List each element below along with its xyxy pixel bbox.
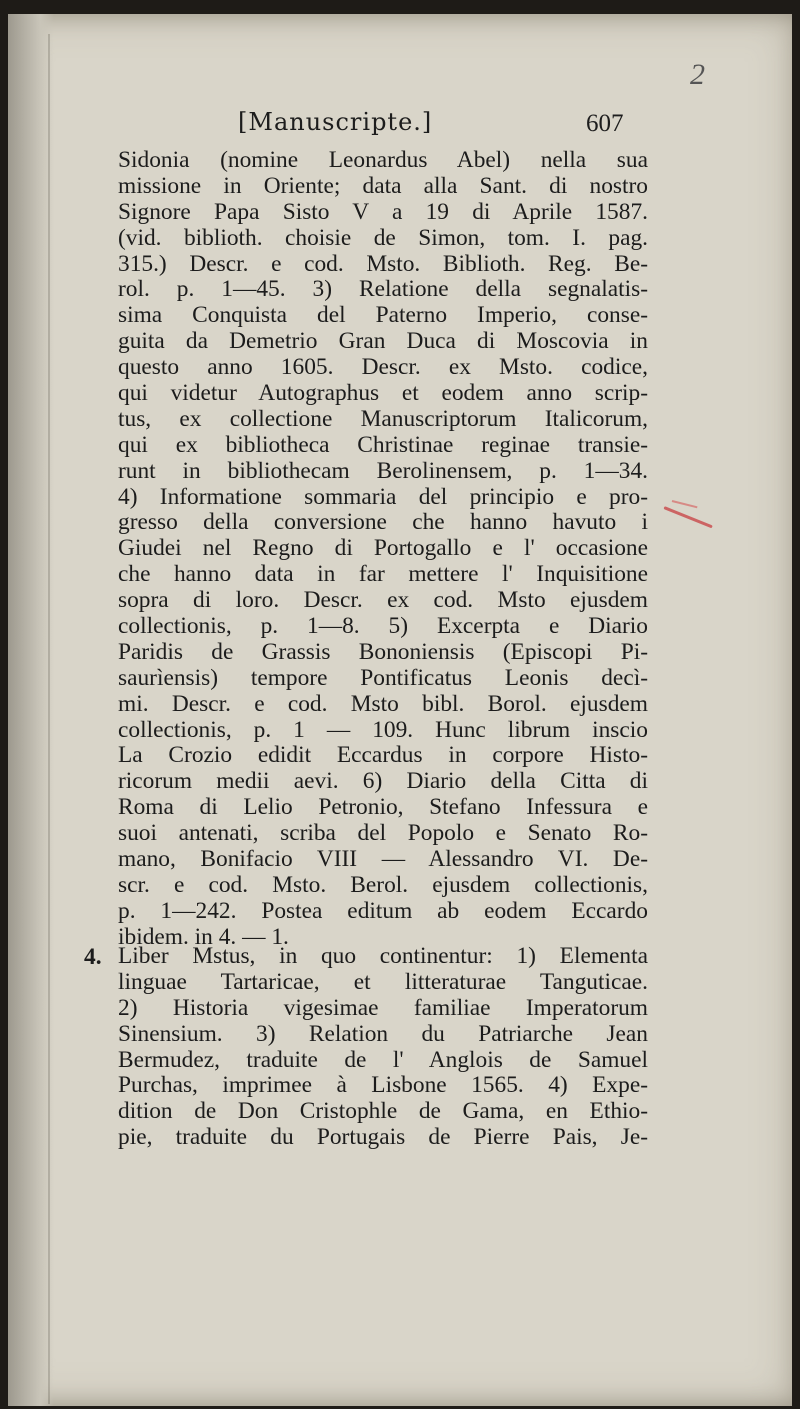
text-line: Signore Papa Sisto V a 19 di Aprile 1587.: [118, 198, 648, 225]
text-line: collectionis, p. 1—8. 5) Excerpta e Diario: [118, 613, 648, 640]
text-line: scr. e cod. Msto. Berol. ejusdem collectionis,: [118, 871, 648, 898]
text-line: linguae Tartaricae, et litteraturae Tanguticae.: [118, 968, 648, 995]
text-line: mano, Bonifacio VIII — Alessandro VI. De-: [118, 846, 648, 873]
item-4-text: [118, 944, 648, 1151]
text-line: Paridis de Grassis Bononiensis (Episcopi Pi-: [118, 638, 648, 665]
text-line: sopra di loro. Descr. ex cod. Msto ejusdem: [118, 587, 648, 614]
text-line: sima Conquista del Paterno Imperio, conse-: [118, 302, 648, 329]
text-line: dition de Don Cristophle de Gama, en Ethio-: [118, 1098, 648, 1125]
text-line: qui videtur Autographus et eodem anno scrip-: [118, 380, 648, 407]
text-line: saurìensis) tempore Pontificatus Leonis decì-: [118, 664, 648, 691]
text-line: collectionis, p. 1 — 109. Hunc librum inscio: [118, 716, 648, 743]
text-line: Liber Mstus, in quo continentur: 1) Elementa: [118, 943, 648, 969]
text-line: guita da Demetrio Gran Duca di Moscovia in: [118, 328, 648, 355]
text-line: 315.) Descr. e cod. Msto. Biblioth. Reg. Be-: [118, 250, 648, 277]
text-line: ricorum medii aevi. 6) Diario della Citta di: [118, 768, 648, 795]
text-line: ibidem. in 4. — 1.: [118, 923, 289, 950]
page-number: 607: [586, 110, 624, 137]
text-line: 4) Informatione sommaria del principio e pro-: [118, 483, 648, 510]
text-line: Roma di Lelio Petronio, Stefano Infessura e: [118, 794, 648, 821]
text-line: rol. p. 1—45. 3) Relatione della segnalatis-: [118, 276, 648, 303]
pencil-folio-mark: 2: [690, 58, 705, 91]
text-line: pie, traduite du Portugais de Pierre Pais, Je-: [118, 1124, 648, 1151]
running-head: [Manuscripte.]: [238, 108, 433, 136]
text-line: 2) Historia vigesimae familiae Imperatorum: [118, 994, 648, 1021]
paragraph-continuation: [118, 148, 648, 951]
text-line: suoi antenati, scriba del Popolo e Senato Ro-: [118, 820, 648, 847]
text-line: mi. Descr. e cod. Msto bibl. Borol. ejusdem: [118, 690, 648, 717]
text-line: La Crozio edidit Eccardus in corpore Histo-: [118, 742, 648, 769]
text-line: p. 1—242. Postea editum ab eodem Eccardo: [118, 897, 648, 924]
text-line: (vid. biblioth. choisie de Simon, tom. I. pag.: [118, 224, 648, 251]
text-line: tus, ex collectione Manuscriptorum Italicorum,: [118, 405, 648, 432]
text-line: Sinensium. 3) Relation du Patriarche Jean: [118, 1020, 648, 1047]
item-number: 4.: [84, 944, 102, 970]
text-line: Purchas, imprimee à Lisbone 1565. 4) Expe-: [118, 1072, 648, 1099]
page-crease: [48, 34, 50, 1404]
text-line: che hanno data in far mettere l' Inquisitione: [118, 561, 648, 588]
text-line: questo anno 1605. Descr. ex Msto. codice,: [118, 354, 648, 381]
text-line: qui ex bibliotheca Christinae reginae transie-: [118, 431, 648, 458]
text-line: Bermudez, traduite de l' Anglois de Samuel: [118, 1046, 648, 1073]
text-line: Sidonia (nomine Leonardus Abel) nella sua: [118, 147, 648, 173]
text-line: missione in Oriente; data alla Sant. di nostro: [118, 172, 648, 199]
text-line: Giudei nel Regno di Portogallo e l' occasione: [118, 535, 648, 562]
text-line: gresso della conversione che hanno havuto i: [118, 509, 648, 536]
text-line: runt in bibliothecam Berolinensem, p. 1—34.: [118, 457, 648, 484]
